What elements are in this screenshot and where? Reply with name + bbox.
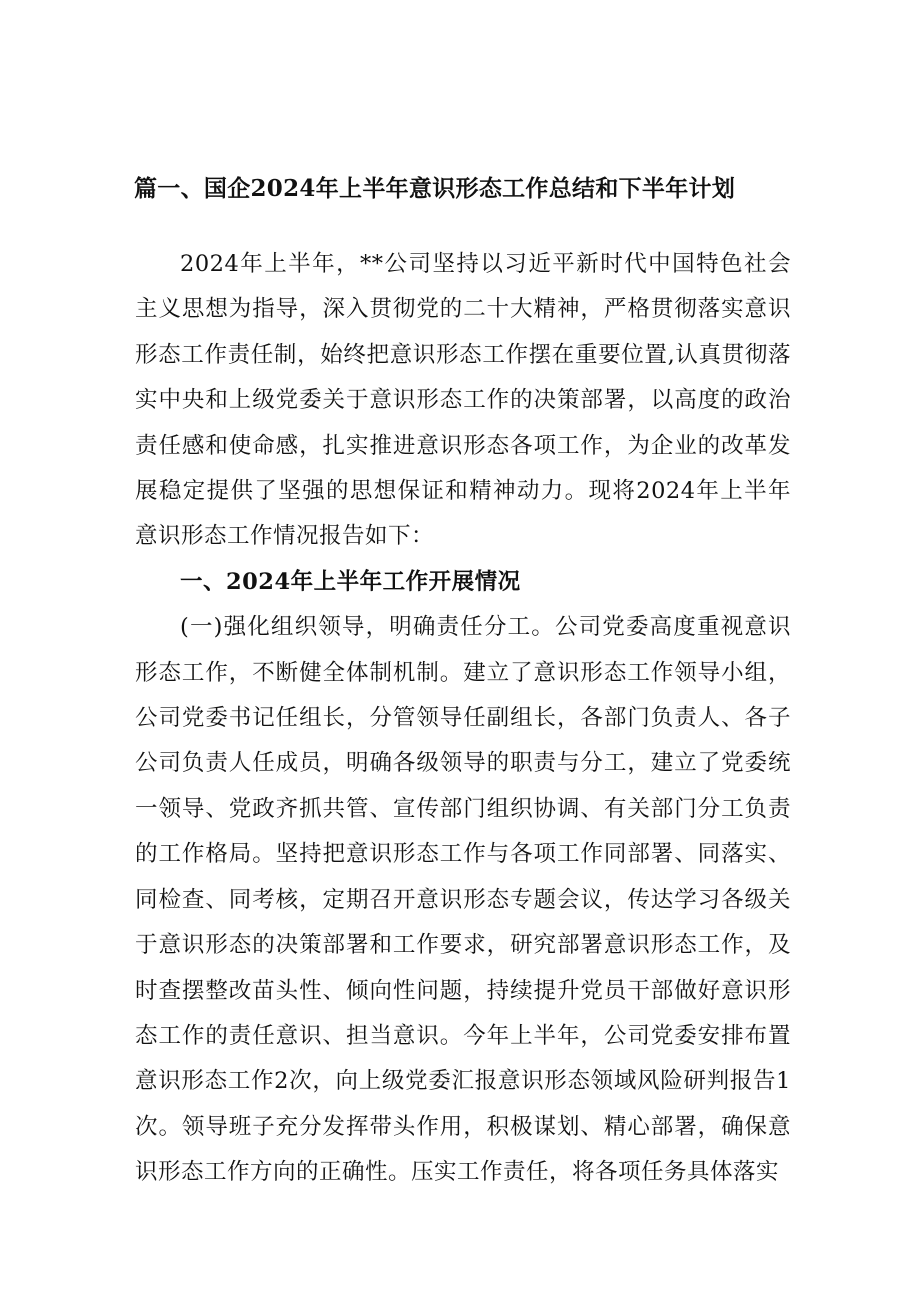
document-title: 篇一、国企2024年上半年意识形态工作总结和下半年计划 (134, 175, 736, 202)
section-paragraph: (一)强化组织领导，明确责任分工。公司党委高度重视意识形态工作，不断健全体制机制。建立了意识形态工作领导小组，公司党委书记任组长，分管领导任副组长，各部门负责人、各子公司负责人任成员，明确各级领导的职责与分工，建立了党委统一领导、党政齐抓共管、宣传部门组织协调、有关部门分工负责的工作格局。坚持把意识形态工作与各项工作同部署、同落实、同检查、同考核，定期召开意识形态专题会议，传达学习各级关于意识形态的决策部署和工作要求，研究部署意识形态工作，及时查摆整改苗头性、倾向性问题，持续提升党员干部做好意识形态工作的责任意识、担当意识。今年上半年，公司党委安排布置意识形态工作2次，向上级党委汇报意识形态领域风险研判报告1次。领导班子充分发挥带头作用，积极谋划、精心部署，确保意识形态工作方向的正确性。压实工作责任，将各项任务具体落实 (135, 614, 791, 1186)
section-heading: 一、2024年上半年工作开展情况 (180, 568, 521, 595)
document-body (135, 242, 791, 1196)
intro-paragraph: 2024年上半年，**公司坚持以习近平新时代中国特色社会主义思想为指导，深入贯彻党的二十大精神，严格贯彻落实意识形态工作责任制，始终把意识形态工作摆在重要位置,认真贯彻落实中央和上级党委关于意识形态工作的决策部署，以高度的政治责任感和使命感，扎实推进意识形态各项工作，为企业的改革发展稳定提供了坚强的思想保证和精神动力。现将2024年上半年意识形态工作情况报告如下： (135, 251, 791, 550)
